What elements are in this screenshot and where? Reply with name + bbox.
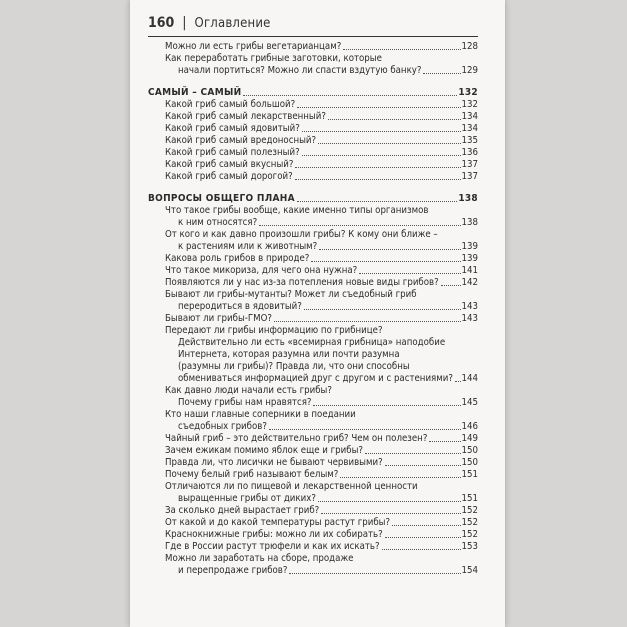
toc-page-number: 151 <box>461 493 478 504</box>
dot-leader <box>359 273 460 274</box>
toc-entry[interactable] <box>148 385 478 409</box>
toc-page-number: 151 <box>461 469 478 480</box>
toc-page-number: 134 <box>461 123 478 134</box>
dot-leader <box>259 225 460 226</box>
toc-entry[interactable] <box>148 205 478 229</box>
toc-entry-line: Как переработать грибные заготовки, которые <box>165 53 382 64</box>
page-header <box>148 10 478 37</box>
toc-entry-line <box>148 111 478 123</box>
toc-entry-text: Почему грибы нам нравятся? <box>178 397 312 408</box>
toc-entry[interactable] <box>148 553 478 577</box>
dot-leader <box>319 249 460 250</box>
toc-entry-text: Чайный гриб – это действительно гриб? Чем он полезен? <box>165 433 428 444</box>
toc-entry-text: Какой гриб самый ядовитый? <box>165 123 300 134</box>
toc-entry-text: съедобных грибов? <box>178 421 267 432</box>
page-number: 160 <box>148 15 175 31</box>
toc-entry[interactable] <box>148 111 478 123</box>
header-separator: | <box>182 15 187 31</box>
toc-entry[interactable] <box>148 517 478 529</box>
dot-leader <box>304 309 461 310</box>
dot-leader <box>392 525 460 526</box>
dot-leader <box>295 167 460 168</box>
dot-leader <box>318 501 461 502</box>
dot-leader <box>343 49 460 50</box>
toc-page-number: 139 <box>461 241 478 252</box>
toc-page-number: 129 <box>461 65 478 76</box>
toc-entry[interactable] <box>148 457 478 469</box>
dot-leader <box>289 573 460 574</box>
toc-entry-line: Как давно люди начали есть грибы? <box>165 385 332 396</box>
toc-entry-line: Действительно ли есть «всемирная грибница» наподобие <box>178 337 446 348</box>
toc-entry-line: Отличаются ли по пищевой и лекарственной ценности <box>165 481 418 492</box>
toc-entry-line <box>148 99 478 111</box>
toc-entry[interactable] <box>148 469 478 481</box>
dot-leader <box>441 285 461 286</box>
toc-page-number: 145 <box>461 397 478 408</box>
dot-leader <box>302 155 461 156</box>
toc-entry[interactable] <box>148 265 478 277</box>
toc-page-number: 138 <box>458 193 478 204</box>
dot-leader <box>365 453 461 454</box>
toc-entry-line <box>148 505 478 517</box>
toc-entry[interactable] <box>148 505 478 517</box>
dot-leader <box>297 201 457 202</box>
toc-entry-line <box>148 41 478 53</box>
toc-entry-line <box>148 265 478 277</box>
page-content <box>148 10 478 577</box>
dot-leader <box>429 441 460 442</box>
toc-entry[interactable] <box>148 147 478 159</box>
toc-entry-text: За сколько дней вырастает гриб? <box>165 505 320 516</box>
dot-leader <box>313 405 460 406</box>
dot-leader <box>243 95 457 96</box>
toc-entry-text: Какой гриб самый дорогой? <box>165 171 293 182</box>
section-heading <box>148 193 478 205</box>
toc-entry-text: Какой гриб самый полезный? <box>165 147 300 158</box>
toc-entry-text: Появляются ли у нас из-за потепления новые виды грибов? <box>165 277 439 288</box>
toc-entry[interactable] <box>148 99 478 111</box>
toc-page-number: 132 <box>461 99 478 110</box>
toc-entry-text: Какой гриб самый большой? <box>165 99 296 110</box>
toc-entry-text: Бывают ли грибы-ГМО? <box>165 313 272 324</box>
toc-entry-line: Бывают ли грибы-мутанты? Может ли съедобный гриб <box>165 289 417 300</box>
toc-entry-line <box>148 135 478 147</box>
toc-entry[interactable] <box>148 541 478 553</box>
toc-entry-line: Интернета, которая разумна или почти разумна <box>178 349 400 360</box>
dot-leader <box>311 261 460 262</box>
toc-entry-line: (разумны ли грибы)? Правда ли, что они способны <box>178 361 410 372</box>
toc-entry-line: Передают ли грибы информацию по грибнице? <box>165 325 383 336</box>
dot-leader <box>382 549 461 550</box>
toc-entry-line <box>148 147 478 159</box>
toc-entry-text: Правда ли, что лисички не бывают червивыми? <box>165 457 383 468</box>
toc-entry-text: Какой гриб самый лекарственный? <box>165 111 326 122</box>
toc-page-number: 150 <box>461 457 478 468</box>
toc-page-number: 132 <box>458 87 478 98</box>
toc-entry[interactable] <box>148 313 478 325</box>
toc-entry[interactable] <box>148 277 478 289</box>
table-of-contents <box>148 41 478 577</box>
toc-page-number: 144 <box>461 373 478 384</box>
toc-entry-line <box>148 373 478 385</box>
dot-leader <box>302 131 461 132</box>
toc-entry-line: От кого и как давно произошли грибы? К кому они ближе – <box>165 229 438 240</box>
toc-entry[interactable] <box>148 41 478 53</box>
toc-entry[interactable] <box>148 325 478 385</box>
toc-entry-text: Какова роль грибов в природе? <box>165 253 310 264</box>
toc-entry-line <box>148 469 478 481</box>
toc-entry[interactable] <box>148 229 478 253</box>
toc-entry-text: Можно ли есть грибы вегетарианцам? <box>165 41 342 52</box>
toc-entry-line <box>148 171 478 183</box>
toc-entry-line <box>148 493 478 505</box>
toc-entry[interactable] <box>148 409 478 433</box>
toc-page-number: 128 <box>461 41 478 52</box>
dot-leader <box>295 179 461 180</box>
toc-entry-line: Что такое грибы вообще, какие именно типы организмов <box>165 205 429 216</box>
toc-entry-line <box>148 123 478 135</box>
toc-entry-text: начали портиться? Можно ли спасти вздутую банку? <box>178 65 422 76</box>
toc-entry[interactable] <box>148 171 478 183</box>
dot-leader <box>455 381 461 382</box>
toc-entry-text: От какой и до какой температуры растут грибы? <box>165 517 391 528</box>
toc-page-number: 138 <box>461 217 478 228</box>
toc-entry-text: и перепродаже грибов? <box>178 565 288 576</box>
dot-leader <box>423 73 460 74</box>
toc-page-number: 134 <box>461 111 478 122</box>
toc-entry[interactable] <box>148 433 478 445</box>
toc-entry-text: Зачем ежикам помимо яблок еще и грибы? <box>165 445 363 456</box>
section-gap <box>148 77 478 87</box>
toc-page-number: 150 <box>461 445 478 456</box>
dot-leader <box>269 429 461 430</box>
toc-entry[interactable] <box>148 135 478 147</box>
toc-entry-line <box>148 159 478 171</box>
toc-page-number: 135 <box>461 135 478 146</box>
toc-entry-text: Какой гриб самый вредоносный? <box>165 135 317 146</box>
toc-entry[interactable] <box>148 481 478 505</box>
toc-entry-text: Где в России растут трюфели и как их искать? <box>165 541 380 552</box>
toc-page-number: 152 <box>461 505 478 516</box>
toc-page-number: 137 <box>461 171 478 182</box>
toc-entry-text: выращенные грибы от диких? <box>178 493 316 504</box>
toc-page-number: 137 <box>461 159 478 170</box>
toc-entry-line <box>148 457 478 469</box>
toc-entry[interactable] <box>148 253 478 265</box>
toc-entry-text: Какой гриб самый вкусный? <box>165 159 294 170</box>
section-gap <box>148 183 478 193</box>
toc-entry-line: Кто наши главные соперники в поедании <box>165 409 356 420</box>
dot-leader <box>297 107 460 108</box>
toc-entry-line <box>148 529 478 541</box>
toc-entry[interactable] <box>148 53 478 77</box>
toc-entry-line <box>148 313 478 325</box>
toc-entry-line <box>148 301 478 313</box>
toc-page-number: 136 <box>461 147 478 158</box>
toc-entry-text: переродиться в ядовитый? <box>178 301 302 312</box>
toc-entry[interactable] <box>148 289 478 313</box>
dot-leader <box>385 465 461 466</box>
toc-entry-line <box>148 517 478 529</box>
dot-leader <box>274 321 461 322</box>
toc-entry[interactable] <box>148 123 478 135</box>
section-title: ВОПРОСЫ ОБЩЕГО ПЛАНА <box>148 193 295 204</box>
toc-page-number: 149 <box>461 433 478 444</box>
toc-page-number: 139 <box>461 253 478 264</box>
toc-entry-text: к растениям или к животным? <box>178 241 318 252</box>
toc-entry-text: Краснокнижные грибы: можно ли их собирать? <box>165 529 383 540</box>
toc-entry-text: обмениваться информацией друг с другом и с растениями? <box>178 373 453 384</box>
toc-entry-line <box>148 217 478 229</box>
toc-page-number: 152 <box>461 529 478 540</box>
toc-page-number: 146 <box>461 421 478 432</box>
dot-leader <box>385 537 461 538</box>
toc-page-number: 154 <box>461 565 478 576</box>
toc-entry-line <box>148 277 478 289</box>
toc-entry-line <box>148 397 478 409</box>
dot-leader <box>318 143 460 144</box>
toc-page-number: 141 <box>461 265 478 276</box>
toc-entry-text: к ним относятся? <box>178 217 258 228</box>
toc-entry[interactable] <box>148 159 478 171</box>
toc-entry-line: Можно ли заработать на сборе, продаже <box>165 553 354 564</box>
toc-entry-text: Что такое микориза, для чего она нужна? <box>165 265 358 276</box>
toc-entry-line <box>148 65 478 77</box>
toc-entry[interactable] <box>148 529 478 541</box>
section-heading <box>148 87 478 99</box>
toc-entry-line <box>148 541 478 553</box>
toc-entry-line <box>148 433 478 445</box>
toc-entry-line <box>148 565 478 577</box>
dot-leader <box>328 119 461 120</box>
toc-entry-line <box>148 421 478 433</box>
dot-leader <box>321 513 460 514</box>
toc-entry-line <box>148 445 478 457</box>
section-title: САМЫЙ – САМЫЙ <box>148 87 242 98</box>
toc-entry[interactable] <box>148 445 478 457</box>
toc-entry-line <box>148 241 478 253</box>
toc-page-number: 152 <box>461 517 478 528</box>
toc-entry-line <box>148 253 478 265</box>
toc-entry-text: Почему белый гриб называют белым? <box>165 469 339 480</box>
dot-leader <box>340 477 460 478</box>
book-page <box>130 0 505 627</box>
toc-page-number: 153 <box>461 541 478 552</box>
toc-page-number: 142 <box>461 277 478 288</box>
toc-page-number: 143 <box>461 313 478 324</box>
toc-page-number: 143 <box>461 301 478 312</box>
page-title: Оглавление <box>194 15 271 31</box>
